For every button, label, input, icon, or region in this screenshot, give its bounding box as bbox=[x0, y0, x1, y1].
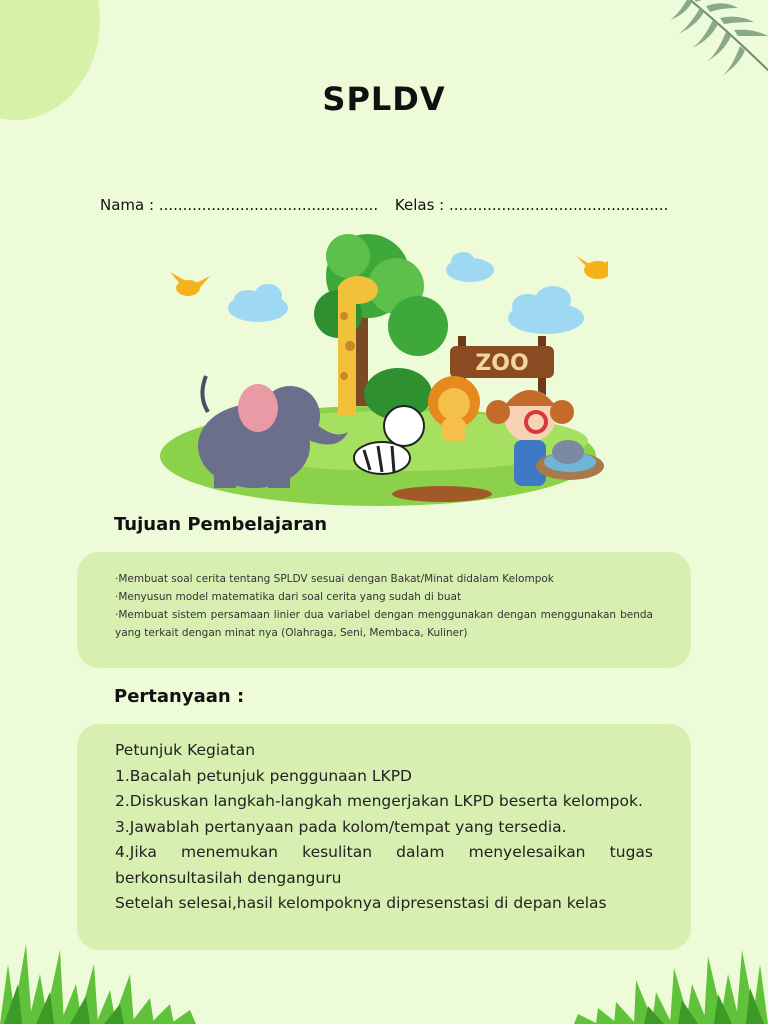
zoo-sign-text: ZOO bbox=[475, 351, 529, 376]
zoo-illustration bbox=[158, 226, 608, 516]
objectives-box bbox=[77, 552, 691, 668]
grass-right-icon bbox=[548, 944, 768, 1024]
name-field-label: Nama : .............................................. bbox=[100, 196, 379, 214]
class-field-label: Kelas : .............................................. bbox=[394, 196, 669, 214]
leaf-icon bbox=[658, 0, 768, 90]
objective-item: ·Membuat soal cerita tentang SPLDV sesuai dengan Bakat/Minat didalam Kelompok bbox=[115, 573, 554, 585]
grass-left-icon bbox=[0, 934, 220, 1024]
objective-item: ·Membuat sistem persamaan linier dua variabel dengan menggunakan dengan menggunakan benda yang terkait dengan minat nya (Olahraga, Seni, Membaca, Kuliner) bbox=[115, 609, 653, 639]
objectives-heading: Tujuan Pembelajaran bbox=[114, 514, 328, 535]
instruction-line: Petunjuk Kegiatan bbox=[115, 741, 256, 759]
instruction-line: 3.Jawablah pertanyaan pada kolom/tempat yang tersedia. bbox=[115, 817, 567, 836]
objective-item: ·Menyusun model matematika dari soal cerita yang sudah di buat bbox=[115, 591, 462, 603]
instruction-line: Setelah selesai,hasil kelompoknya dipresenstasi di depan kelas bbox=[115, 894, 607, 912]
questions-heading: Pertanyaan : bbox=[114, 686, 245, 707]
instruction-line: 2.Diskuskan langkah-langkah mengerjakan LKPD beserta kelompok. bbox=[115, 792, 643, 810]
page-title: SPLDV bbox=[322, 80, 446, 118]
instruction-line: 1.Bacalah petunjuk penggunaan LKPD bbox=[115, 766, 412, 785]
identity-line bbox=[100, 196, 680, 214]
questions-box bbox=[77, 724, 691, 950]
instruction-line: 4.Jika menemukan kesulitan dalam menyelesaikan tugas berkonsultasilah denganguru bbox=[115, 843, 653, 887]
